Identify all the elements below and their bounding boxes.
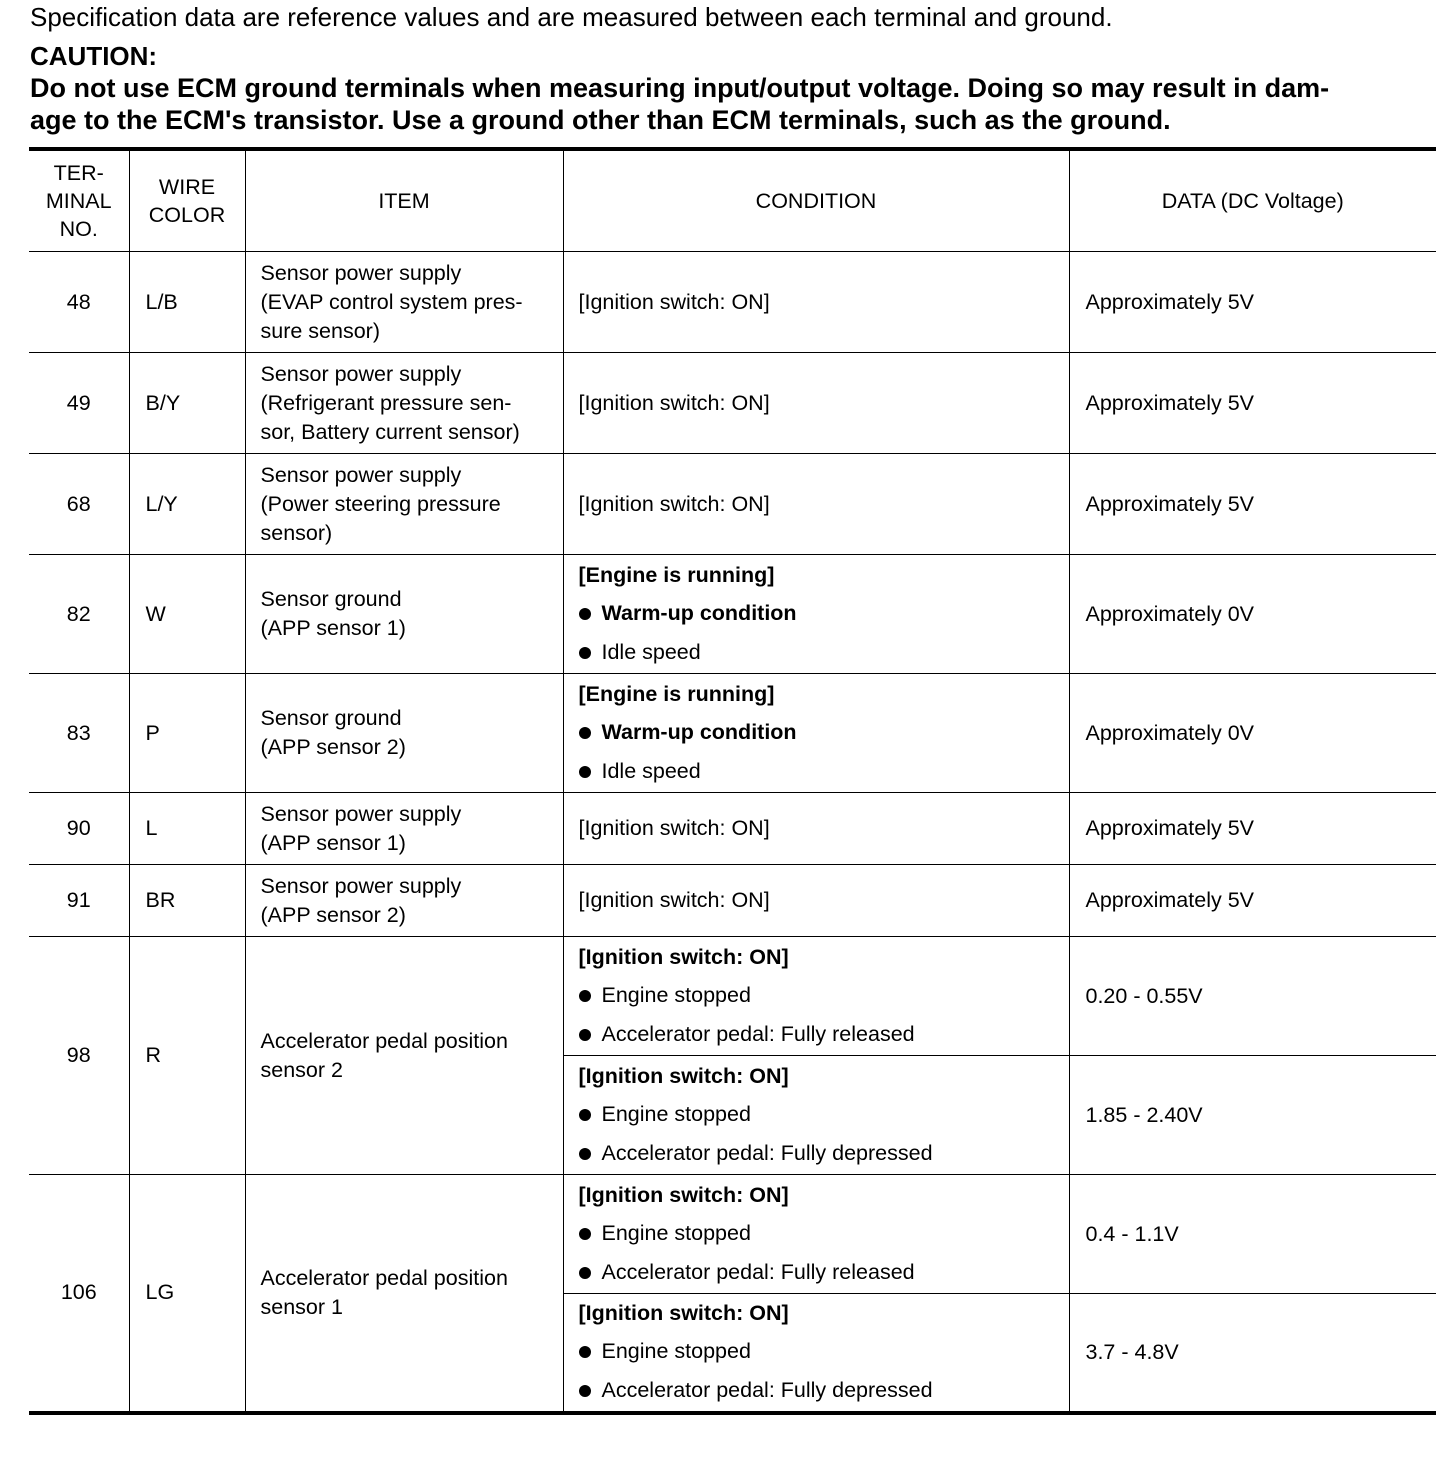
item-cell [245, 674, 563, 793]
terminal-no: 83 [29, 674, 129, 793]
condition-cell: [Ignition switch: ON] [563, 793, 1069, 865]
condition-bullet [579, 713, 1069, 752]
table-row [29, 793, 1436, 865]
data-cell: Approximately 5V [1069, 793, 1436, 865]
header-text: NO. [59, 217, 98, 241]
header-wire-color [129, 149, 245, 252]
condition-cell [563, 937, 1069, 1056]
item-line: Sensor ground [260, 706, 402, 730]
item-line: (APP sensor 2) [260, 902, 406, 927]
bullet-dot-icon [579, 1148, 591, 1160]
wire-color: L [129, 793, 245, 865]
terminal-no: 48 [29, 252, 129, 353]
item-line: Sensor power supply [260, 260, 462, 285]
condition-cell: [Ignition switch: ON] [563, 454, 1069, 555]
wire-color: R [129, 937, 245, 1175]
condition-bullet [579, 1371, 1069, 1410]
data-cell: Approximately 0V [1069, 555, 1436, 674]
item-cell [245, 353, 563, 454]
data-cell: Approximately 5V [1069, 353, 1436, 454]
condition-cell [563, 674, 1069, 793]
item-line: (APP sensor 1) [260, 616, 406, 640]
bullet-text: Idle speed [601, 759, 701, 783]
bullet-text: Engine stopped [601, 983, 751, 1007]
data-cell: 1.85 - 2.40V [1069, 1056, 1436, 1175]
item-line: sure sensor) [260, 318, 380, 343]
table-row [29, 454, 1436, 555]
bullet-dot-icon [579, 1346, 591, 1358]
item-cell [245, 555, 563, 674]
header-text: WIRE [158, 175, 216, 199]
intro-text: Specification data are reference values and are measured between each terminal and ground. [30, 2, 1113, 32]
data-cell: 0.20 - 0.55V [1069, 937, 1436, 1056]
bullet-dot-icon [579, 1029, 591, 1041]
item-line: Accelerator pedal position [260, 1028, 508, 1053]
condition-bullet [579, 633, 1069, 672]
item-line: Sensor power supply [260, 801, 462, 826]
bullet-text: Engine stopped [601, 1221, 751, 1245]
data-cell: Approximately 5V [1069, 252, 1436, 353]
data-cell: Approximately 0V [1069, 674, 1436, 793]
bullet-dot-icon [579, 1228, 591, 1240]
bullet-dot-icon [579, 766, 591, 778]
terminal-no: 49 [29, 353, 129, 454]
table-row [29, 674, 1436, 793]
item-line: Sensor ground [260, 587, 402, 611]
bullet-dot-icon [579, 647, 591, 659]
bullet-text: Accelerator pedal: Fully depressed [601, 1378, 933, 1403]
bullet-text: Engine stopped [601, 1102, 751, 1126]
condition-bullet [579, 1134, 1069, 1173]
ecm-terminal-table [29, 147, 1436, 1415]
caution-line: Do not use ECM ground terminals when measuring input/output voltage. Doing so may result in dam- [30, 73, 1330, 103]
bullet-text: Warm-up condition [601, 720, 797, 744]
condition-heading: [Engine is running] [578, 682, 775, 706]
caution-line: age to the ECM's transistor. Use a ground other than ECM terminals, such as the ground. [30, 105, 1171, 135]
item-line: Sensor power supply [260, 361, 462, 386]
bullet-text: Accelerator pedal: Fully released [601, 1022, 915, 1046]
item-cell [245, 454, 563, 555]
header-text: COLOR [148, 203, 226, 227]
table-row [29, 865, 1436, 937]
header-data: DATA (DC Voltage) [1069, 149, 1436, 252]
item-cell [245, 252, 563, 353]
header-condition: CONDITION [563, 149, 1069, 252]
item-line: Accelerator pedal position [260, 1265, 508, 1290]
wire-color: L/Y [129, 454, 245, 555]
wire-color: W [129, 555, 245, 674]
bullet-text: Engine stopped [601, 1339, 751, 1364]
terminal-no: 98 [29, 937, 129, 1175]
bullet-text: Idle speed [601, 640, 701, 664]
terminal-no: 82 [29, 555, 129, 674]
terminal-no: 106 [29, 1175, 129, 1413]
item-cell [245, 793, 563, 865]
header-text: MINAL [45, 189, 112, 213]
table-row [29, 937, 1436, 1056]
wire-color: BR [129, 865, 245, 937]
condition-cell [563, 555, 1069, 674]
header-text: TER- [53, 161, 104, 185]
condition-bullet [579, 594, 1069, 633]
item-cell [245, 865, 563, 937]
condition-cell [563, 1294, 1069, 1413]
wire-color: P [129, 674, 245, 793]
wire-color: L/B [129, 252, 245, 353]
table-row [29, 252, 1436, 353]
condition-bullet [579, 1332, 1069, 1371]
item-line: sensor) [260, 520, 333, 545]
item-cell [245, 937, 563, 1175]
item-line: (Power steering pressure [260, 491, 501, 516]
item-line: (EVAP control system pres- [260, 289, 523, 314]
data-cell: 0.4 - 1.1V [1069, 1175, 1436, 1294]
bullet-dot-icon [579, 608, 591, 620]
data-cell: Approximately 5V [1069, 454, 1436, 555]
data-cell: Approximately 5V [1069, 865, 1436, 937]
condition-heading: [Ignition switch: ON] [578, 945, 789, 969]
condition-cell [563, 1056, 1069, 1175]
item-line: (APP sensor 1) [260, 830, 406, 855]
terminal-no: 91 [29, 865, 129, 937]
header-terminal-no [29, 149, 129, 252]
bullet-dot-icon [579, 1109, 591, 1121]
condition-heading: [Ignition switch: ON] [578, 1064, 789, 1088]
bullet-dot-icon [579, 727, 591, 739]
table-row [29, 1175, 1436, 1294]
condition-heading: [Engine is running] [578, 563, 775, 587]
condition-bullet [579, 1214, 1069, 1253]
item-line: sor, Battery current sensor) [260, 419, 520, 444]
condition-cell: [Ignition switch: ON] [563, 353, 1069, 454]
terminal-no: 68 [29, 454, 129, 555]
condition-bullet [579, 976, 1069, 1015]
condition-cell: [Ignition switch: ON] [563, 865, 1069, 937]
bullet-dot-icon [579, 990, 591, 1002]
bullet-dot-icon [579, 1267, 591, 1279]
wire-color: B/Y [129, 353, 245, 454]
bullet-text: Accelerator pedal: Fully depressed [601, 1141, 933, 1165]
item-line: (Refrigerant pressure sen- [260, 390, 512, 415]
condition-bullet [579, 1095, 1069, 1134]
bullet-dot-icon [579, 1385, 591, 1397]
header-item: ITEM [245, 149, 563, 252]
bullet-text: Warm-up condition [601, 601, 797, 625]
terminal-no: 90 [29, 793, 129, 865]
condition-bullet [579, 1015, 1069, 1054]
condition-heading: [Ignition switch: ON] [578, 1301, 789, 1326]
data-cell: 3.7 - 4.8V [1069, 1294, 1436, 1413]
table-header-row [29, 149, 1436, 252]
item-line: Sensor power supply [260, 462, 462, 487]
item-line: (APP sensor 2) [260, 735, 406, 759]
item-line: sensor 2 [260, 1057, 343, 1082]
item-line: Sensor power supply [260, 873, 462, 898]
condition-bullet [579, 1253, 1069, 1292]
caution-body [30, 72, 1440, 136]
condition-heading: [Ignition switch: ON] [578, 1183, 789, 1207]
table-row [29, 353, 1436, 454]
caution-heading: CAUTION: [30, 41, 158, 71]
condition-bullet [579, 752, 1069, 791]
condition-cell [563, 1175, 1069, 1294]
item-line: sensor 1 [260, 1294, 343, 1319]
condition-cell: [Ignition switch: ON] [563, 252, 1069, 353]
bullet-text: Accelerator pedal: Fully released [601, 1260, 915, 1284]
table-row [29, 555, 1436, 674]
wire-color: LG [129, 1175, 245, 1413]
item-cell [245, 1175, 563, 1413]
